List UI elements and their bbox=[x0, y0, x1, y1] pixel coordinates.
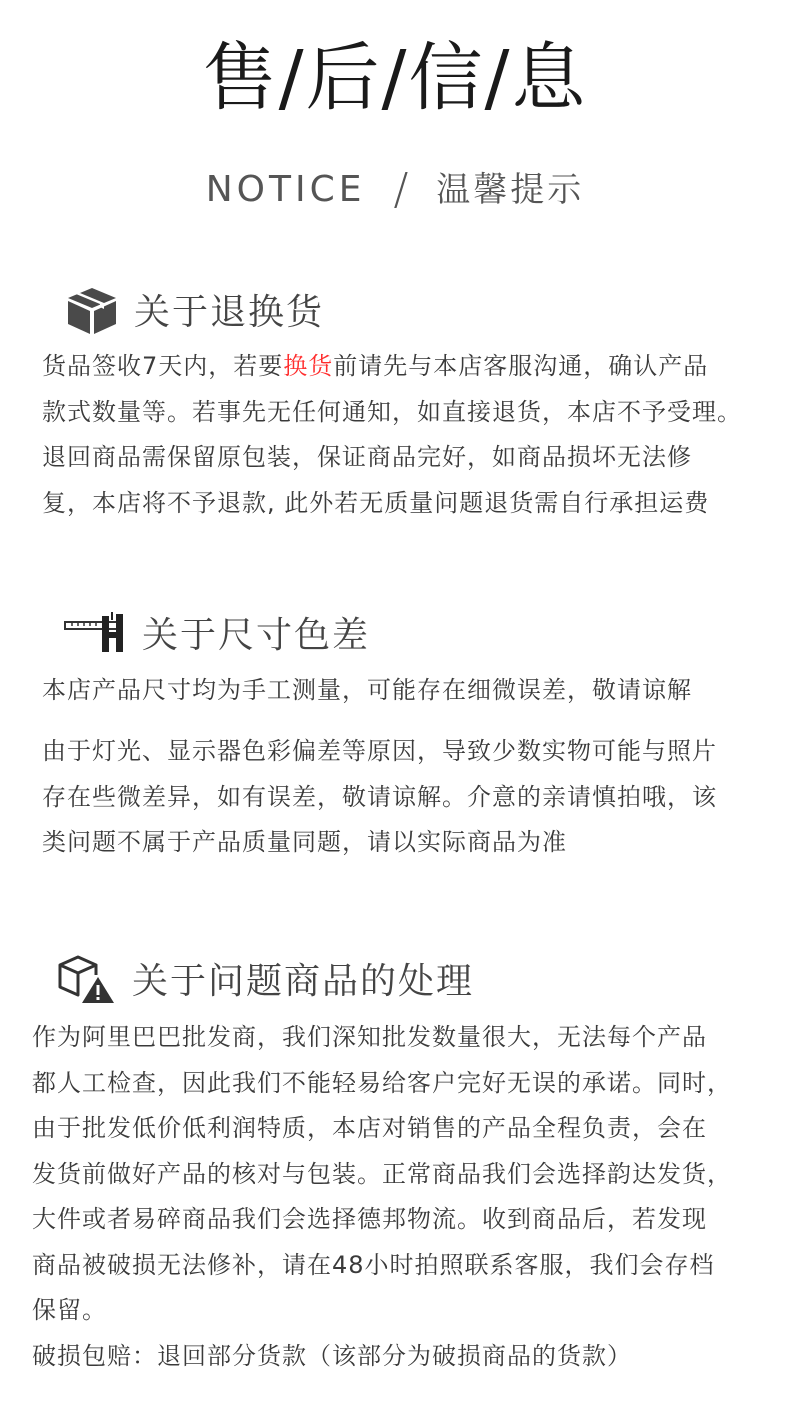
section-returns-body bbox=[42, 344, 782, 526]
section-size-heading: 关于尺寸色差 bbox=[142, 615, 371, 656]
problem-line-1: 作为阿里巴巴批发商，我们深知批发数量很大，无法每个产品 bbox=[32, 1023, 707, 1051]
notice-english: NOTICE bbox=[205, 169, 366, 210]
problem-line-8: 破损包赔：退回部分货款（该部分为破损商品的货款） bbox=[32, 1341, 632, 1370]
section-returns-header bbox=[66, 286, 324, 340]
size-line-3: 类问题不属于产品质量同题，请以实际商品为准 bbox=[42, 828, 567, 856]
problem-line-7: 保留。 bbox=[32, 1296, 107, 1324]
notice-subtitle bbox=[0, 165, 790, 215]
returns-line-1 bbox=[42, 344, 782, 390]
caliper-icon bbox=[64, 612, 126, 660]
notice-chinese: 温馨提示 bbox=[436, 170, 585, 210]
size-line-2: 存在些微差异，如有误差，敬请谅解。介意的亲请慎拍哦，该 bbox=[42, 782, 717, 811]
section-size-body bbox=[42, 729, 782, 866]
returns-line-3: 退回商品需保留原包装，保证商品完好，如商品损坏无法修 bbox=[42, 443, 692, 471]
problem-line-6: 商品被破损无法修补，请在48小时拍照联系客服，我们会存档 bbox=[32, 1250, 715, 1279]
problem-line-3: 由于批发低价低利润特质，本店对销售的产品全程负责，会在 bbox=[32, 1114, 707, 1142]
returns-line-1-start: 货品签收7天内，若要 bbox=[42, 352, 284, 380]
section-size-header bbox=[64, 612, 370, 660]
section-problem-body bbox=[32, 1015, 782, 1379]
section-size-note: 本店产品尺寸均为手工测量，可能存在细微误差，敬请谅解 bbox=[42, 676, 692, 704]
problem-line-2: 都人工检查，因此我们不能轻易给客户完好无误的承诺。同时， bbox=[32, 1068, 732, 1097]
problem-line-4: 发货前做好产品的核对与包装。正常商品我们会选择韵达发货， bbox=[32, 1159, 732, 1188]
page-title: 售/后/信/息 bbox=[202, 35, 588, 121]
box-icon bbox=[66, 286, 118, 340]
section-problem-header bbox=[58, 955, 474, 1009]
returns-line-4: 复，本店将不予退款, 此外若无质量问题退货需自行承担运费 bbox=[42, 488, 710, 517]
notice-divider: / bbox=[393, 164, 409, 215]
exchange-highlight: 换货 bbox=[283, 352, 334, 380]
returns-line-1-end: 前请先与本店客服沟通，确认产品 bbox=[333, 352, 709, 380]
size-line-1: 由于灯光、显示器色彩偏差等原因，导致少数实物可能与照片 bbox=[42, 737, 717, 765]
problem-line-5: 大件或者易碎商品我们会选择德邦物流。收到商品后，若发现 bbox=[32, 1205, 707, 1233]
damaged-package-warning-icon bbox=[58, 955, 116, 1009]
returns-line-2: 款式数量等。若事先无任何通知，如直接退货，本店不予受理。 bbox=[42, 397, 742, 426]
section-returns-heading: 关于退换货 bbox=[134, 292, 325, 333]
section-problem-heading: 关于问题商品的处理 bbox=[132, 961, 475, 1002]
